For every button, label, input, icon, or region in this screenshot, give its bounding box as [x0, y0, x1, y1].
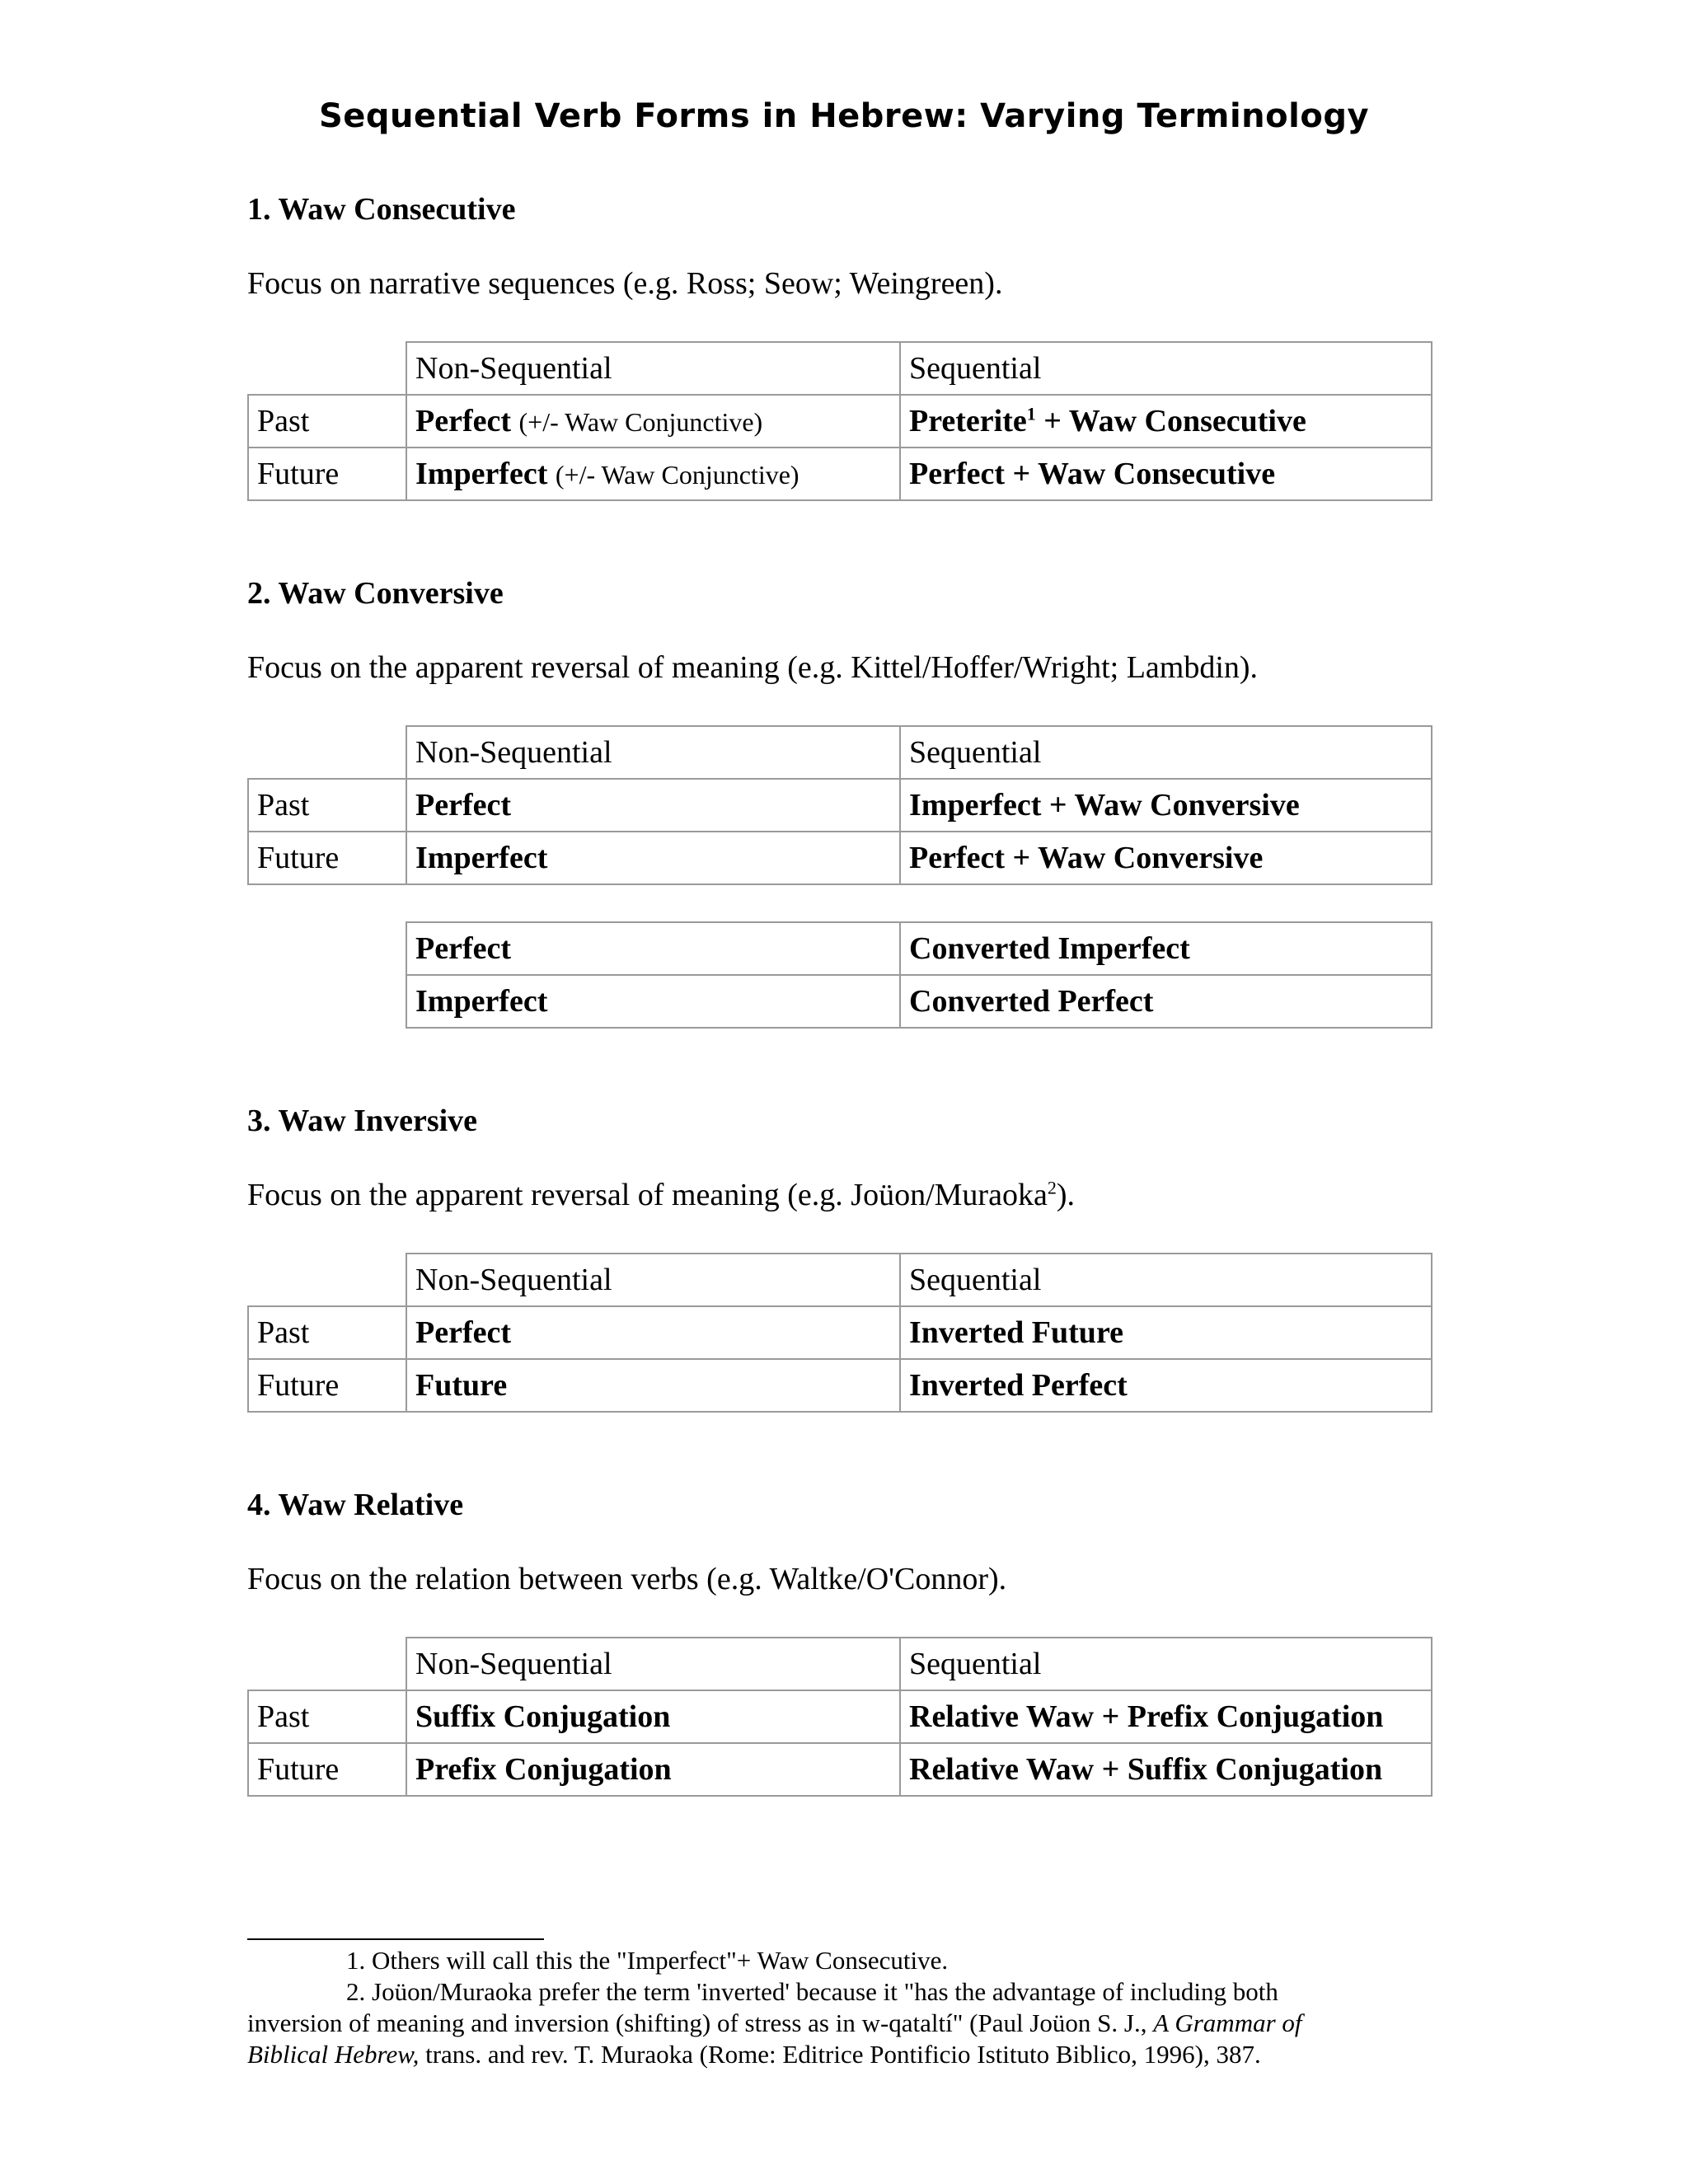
- column-header-sequential: Sequential: [900, 1254, 1432, 1306]
- section-1-table: [247, 341, 1432, 501]
- section-4-table: [247, 1637, 1432, 1797]
- table-row: [248, 1254, 1432, 1306]
- description-text: Focus on the apparent reversal of meaning (e.g. Joüon/Muraoka: [247, 1178, 1048, 1212]
- section-2-description: Focus on the apparent reversal of meaning (e.g. Kittel/Hoffer/Wright; Lambdin).: [247, 650, 1259, 685]
- row-label: Future: [248, 832, 406, 884]
- table-corner-cell: [248, 1638, 406, 1690]
- verb-form-suffix: + Waw Consecutive: [1035, 404, 1306, 438]
- footnote-text: inversion of meaning and inversion (shifting) of stress as in w-qataltí" (Paul Joüon S. J.,: [247, 2008, 1154, 2037]
- page-title: Sequential Verb Forms in Hebrew: Varying Terminology: [318, 97, 1370, 135]
- description-text-end: ).: [1056, 1178, 1075, 1212]
- non-sequential-cell: Prefix Conjugation: [406, 1743, 900, 1796]
- table-row: [248, 1638, 1432, 1690]
- section-2-heading: 2. Waw Conversive: [247, 576, 504, 611]
- column-header-non-sequential: Non-Sequential: [406, 1254, 900, 1306]
- sequential-cell: Perfect + Waw Consecutive: [900, 448, 1432, 500]
- table-corner-cell: [248, 726, 406, 779]
- book-title: A Grammar of: [1153, 2008, 1302, 2037]
- verb-form: Perfect: [415, 404, 511, 438]
- sequential-cell: Converted Imperfect: [900, 922, 1432, 975]
- section-2-table: [247, 725, 1432, 885]
- column-header-sequential: Sequential: [900, 342, 1432, 395]
- table-row: [248, 779, 1432, 832]
- table-row: [248, 1306, 1432, 1359]
- row-label: Past: [248, 1690, 406, 1743]
- table-row: [248, 832, 1432, 884]
- non-sequential-cell: [406, 395, 900, 448]
- section-2-alt-table: [406, 921, 1432, 1029]
- sequential-cell: Converted Perfect: [900, 975, 1432, 1028]
- section-3-table: [247, 1253, 1432, 1413]
- sequential-cell: Inverted Perfect: [900, 1359, 1432, 1412]
- section-4-description: Focus on the relation between verbs (e.g. Waltke/O'Connor).: [247, 1562, 1007, 1596]
- column-header-non-sequential: Non-Sequential: [406, 726, 900, 779]
- footnote-2-line-3: [247, 2039, 1434, 2070]
- column-header-non-sequential: Non-Sequential: [406, 1638, 900, 1690]
- table-corner-cell: [248, 1254, 406, 1306]
- footnote-2-line-1: 2. Joüon/Muraoka prefer the term 'inverted' because it "has the advantage of including both: [346, 1977, 1278, 2006]
- footnote-ref-1[interactable]: 1: [1026, 403, 1036, 424]
- section-3-heading: 3. Waw Inversive: [247, 1104, 478, 1138]
- table-corner-cell: [248, 342, 406, 395]
- column-header-sequential: Sequential: [900, 726, 1432, 779]
- section-1-heading: 1. Waw Consecutive: [247, 192, 516, 227]
- table-row: [406, 975, 1432, 1028]
- table-row: [248, 1743, 1432, 1796]
- row-label: Future: [248, 1743, 406, 1796]
- column-header-sequential: Sequential: [900, 1638, 1432, 1690]
- table-row: [248, 448, 1432, 500]
- verb-form: Preterite: [909, 404, 1027, 438]
- footnote-2-line-2: [247, 2008, 1434, 2039]
- row-label: Future: [248, 448, 406, 500]
- table-row: [248, 726, 1432, 779]
- non-sequential-cell: Future: [406, 1359, 900, 1412]
- verb-note: (+/- Waw Conjunctive): [555, 460, 799, 490]
- table-row: [406, 922, 1432, 975]
- table-row: [248, 395, 1432, 448]
- footnote-text: trans. and rev. T. Muraoka (Rome: Editrice Pontificio Istituto Biblico, 1996), 387.: [419, 2040, 1261, 2069]
- row-label: Future: [248, 1359, 406, 1412]
- non-sequential-cell: Imperfect: [406, 975, 900, 1028]
- verb-note: (+/- Waw Conjunctive): [518, 407, 763, 437]
- non-sequential-cell: Perfect: [406, 779, 900, 832]
- verb-form: Imperfect: [415, 457, 548, 491]
- sequential-cell: Relative Waw + Prefix Conjugation: [900, 1690, 1432, 1743]
- non-sequential-cell: Suffix Conjugation: [406, 1690, 900, 1743]
- sequential-cell: Inverted Future: [900, 1306, 1432, 1359]
- non-sequential-cell: Perfect: [406, 1306, 900, 1359]
- footnote-separator: [247, 1938, 544, 1940]
- non-sequential-cell: Perfect: [406, 922, 900, 975]
- column-header-non-sequential: Non-Sequential: [406, 342, 900, 395]
- row-label: Past: [248, 779, 406, 832]
- row-label: Past: [248, 1306, 406, 1359]
- sequential-cell: Relative Waw + Suffix Conjugation: [900, 1743, 1432, 1796]
- table-row: [248, 1690, 1432, 1743]
- footnotes: [247, 1945, 1434, 2070]
- non-sequential-cell: Imperfect: [406, 832, 900, 884]
- sequential-cell: Imperfect + Waw Conversive: [900, 779, 1432, 832]
- row-label: Past: [248, 395, 406, 448]
- section-4-heading: 4. Waw Relative: [247, 1488, 464, 1522]
- table-row: [248, 342, 1432, 395]
- book-title: Biblical Hebrew,: [247, 2040, 420, 2069]
- sequential-cell: Perfect + Waw Conversive: [900, 832, 1432, 884]
- footnote-ref-2[interactable]: 2: [1047, 1177, 1057, 1198]
- sequential-cell: [900, 395, 1432, 448]
- non-sequential-cell: [406, 448, 900, 500]
- section-1-description: Focus on narrative sequences (e.g. Ross; Seow; Weingreen).: [247, 266, 1003, 301]
- section-3-description: [247, 1177, 1075, 1213]
- footnote-1: 1. Others will call this the "Imperfect"+ Waw Consecutive.: [346, 1946, 949, 1975]
- table-row: [248, 1359, 1432, 1412]
